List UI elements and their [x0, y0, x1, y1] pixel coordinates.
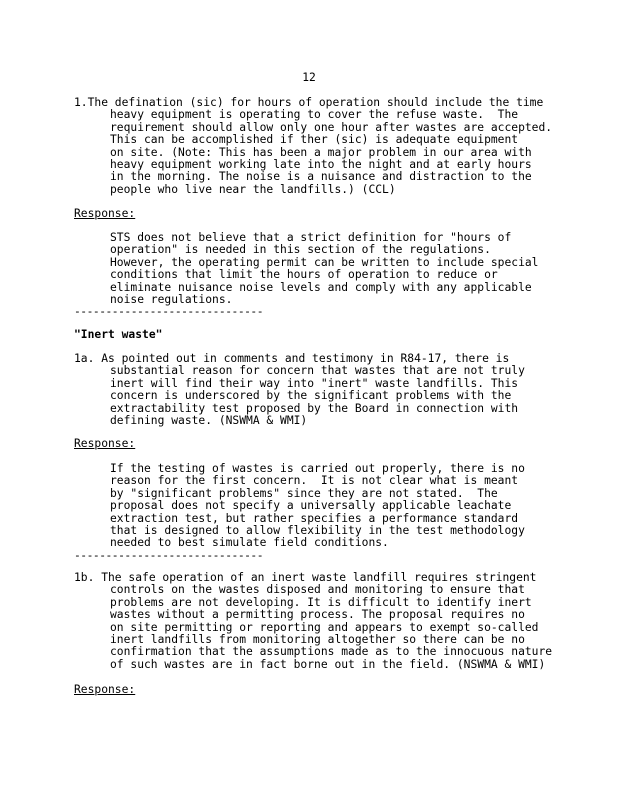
comment-line: This can be accomplished if ther (sic) is adequate equipment [110, 133, 519, 147]
response-line: proposal does not specify a universally applicable leachate [110, 499, 512, 513]
response-line: reason for the first concern. It is not clear what is meant [110, 474, 519, 488]
comment-first-line: 1.The defination (sic) for hours of operation should include the time [74, 96, 544, 109]
response-line: conditions that limit the hours of operation to reduce or [110, 268, 498, 282]
response-line: eliminate nuisance noise levels and comply with any applicable [110, 280, 532, 294]
comment-line: people who live near the landfills.) (CCL) [110, 182, 396, 196]
comment-line: on site. (Note: This has been a major problem in our area with [110, 145, 532, 159]
response-label: Response: [74, 683, 136, 696]
comment-line: heavy equipment is operating to cover the refuse waste. The [110, 108, 519, 122]
comment-line: substantial reason for concern that wastes that are not truly [110, 364, 525, 378]
section-heading [74, 329, 554, 341]
response-line: noise regulations. [110, 293, 233, 307]
response-1b [74, 684, 554, 696]
comment-body [74, 584, 554, 671]
response-label: Response: [74, 437, 136, 450]
comment-line: problems are not developing. It is difficult to identify inert [110, 595, 532, 609]
response-1-text [74, 232, 554, 319]
response-line: needed to best simulate field conditions. [110, 536, 389, 550]
comment-line: in the morning. The noise is a nuisance and distraction to the [110, 170, 532, 184]
comment-line: of such wastes are in fact borne out in the field. (NSWMA & WMI) [110, 657, 546, 671]
separator: ------------------------------ [74, 305, 264, 319]
comment-line: controls on the wastes disposed and monitoring to ensure that [110, 583, 525, 597]
page-number: 12 [302, 71, 316, 84]
comment-line: extractability test proposed by the Board in connection with [110, 401, 519, 415]
comment-line: wastes without a permitting process. The proposal requires no [110, 608, 525, 622]
comment-1 [74, 97, 554, 196]
comment-line: inert landfills from monitoring altogether so there can be no [110, 633, 525, 647]
response-1a [74, 438, 554, 450]
response-line: However, the operating permit can be written to include special [110, 255, 539, 269]
response-line: by "significant problems" since they are not stated. The [110, 486, 498, 500]
heading-inert-waste: "Inert waste" [74, 328, 163, 341]
comment-line: inert will find their way into "inert" waste landfills. This [110, 376, 519, 390]
comment-line: defining waste. (NSWMA & WMI) [110, 414, 308, 428]
comment-line: heavy equipment working late into the night and at early hours [110, 158, 532, 172]
response-line: If the testing of wastes is carried out properly, there is no [110, 462, 525, 475]
comment-body [74, 365, 554, 427]
comment-line: confirmation that the assumptions made as to the innocuous nature [110, 645, 553, 659]
comment-body [74, 109, 554, 196]
response-line: that is designed to allow flexibility in the test methodology [110, 524, 525, 538]
comment-1a [74, 353, 554, 427]
response-label: Response: [74, 207, 136, 220]
comment-1b [74, 572, 554, 671]
response-line: STS does not believe that a strict definition for "hours of [110, 231, 512, 244]
response-1a-text [74, 463, 554, 562]
comment-line: concern is underscored by the significant problems with the [110, 389, 512, 403]
comment-first-line: 1b. The safe operation of an inert waste landfill requires stringent [74, 571, 537, 584]
response-1 [74, 208, 554, 220]
comment-first-line: 1a. As pointed out in comments and testimony in R84-17, there is [74, 352, 510, 365]
comment-line: on site permitting or reporting and appears to exempt so-called [110, 620, 539, 634]
response-line: operation" is needed in this section of the regulations. [110, 243, 491, 257]
comment-line: requirement should allow only one hour after wastes are accepted. [110, 120, 553, 134]
separator: ------------------------------ [74, 548, 264, 562]
response-line: extraction test, but rather specifies a performance standard [110, 511, 519, 525]
